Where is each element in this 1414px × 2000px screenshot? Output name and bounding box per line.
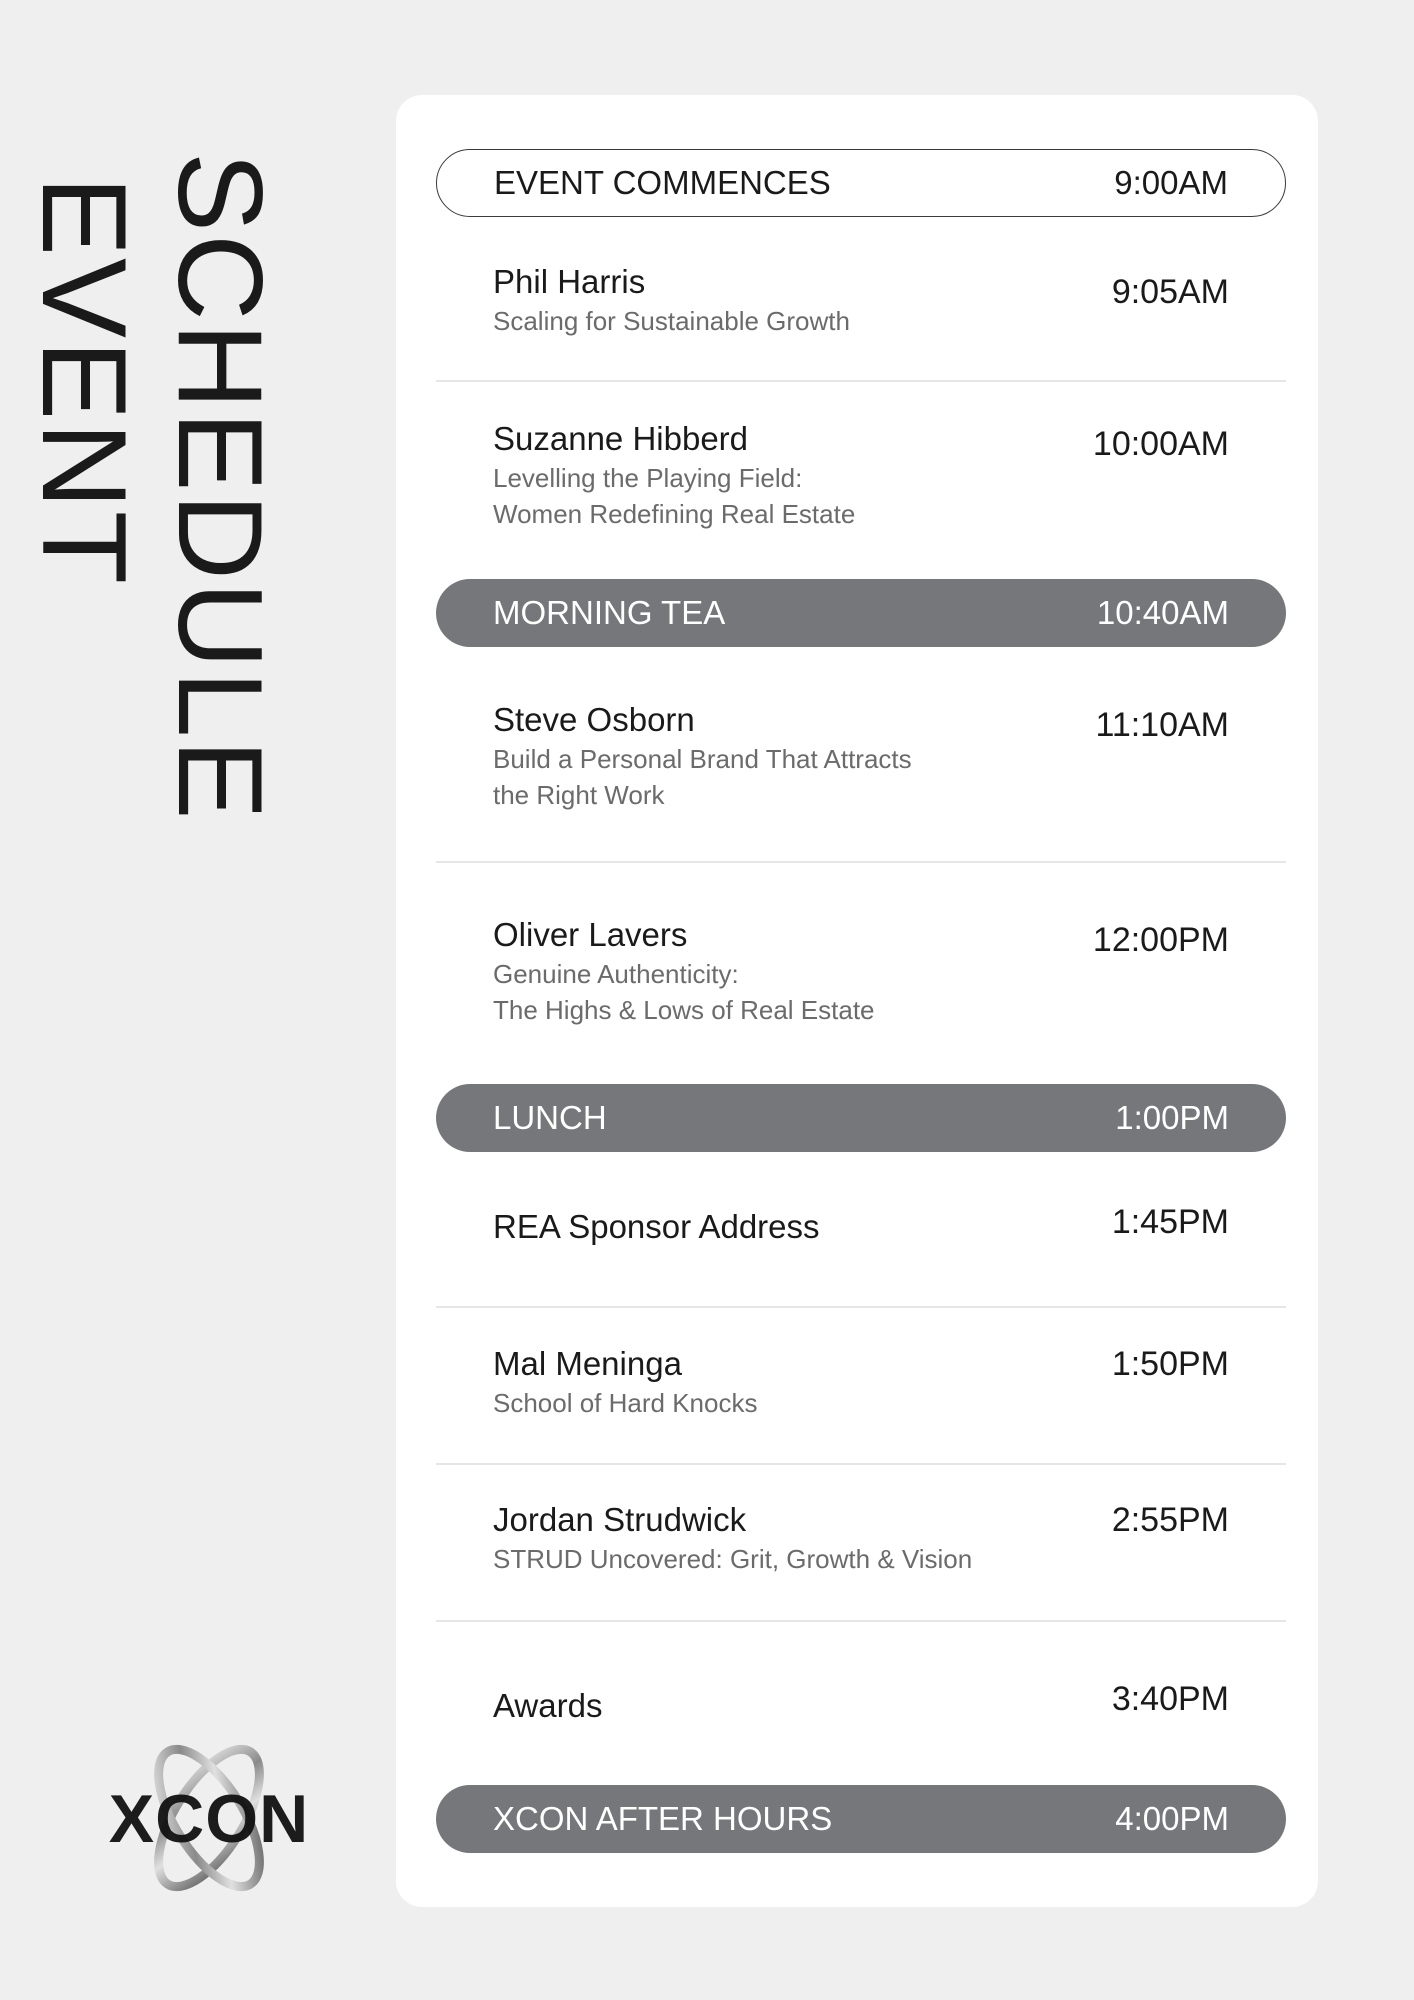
session-time: 1:45PM xyxy=(1111,1203,1229,1241)
session-mal-meninga xyxy=(436,1345,1286,1425)
session-topic: School of Hard Knocks xyxy=(493,1388,758,1418)
session-topic-line2: The Highs & Lows of Real Estate xyxy=(493,995,875,1025)
divider xyxy=(436,1620,1286,1622)
session-name: REA Sponsor Address xyxy=(493,1208,820,1245)
session-jordan-strudwick xyxy=(436,1501,1286,1581)
session-topic-line1: Levelling the Playing Field: xyxy=(493,463,803,493)
session-topic-line1: Build a Personal Brand That Attracts xyxy=(493,744,912,774)
divider xyxy=(436,1463,1286,1465)
speaker-name: Mal Meninga xyxy=(493,1345,682,1382)
morning-tea-label: MORNING TEA xyxy=(493,594,726,631)
session-time: 3:40PM xyxy=(1111,1680,1229,1718)
xcon-logo xyxy=(96,1740,322,1900)
event-commences-time: 9:00AM xyxy=(1114,164,1228,201)
speaker-name: Oliver Lavers xyxy=(493,916,688,953)
event-commences-pill xyxy=(436,149,1286,217)
schedule-card xyxy=(396,95,1318,1907)
session-oliver-lavers xyxy=(436,916,1286,1026)
morning-tea-time: 10:40AM xyxy=(1096,594,1229,631)
session-time: 11:10AM xyxy=(1095,706,1229,744)
speaker-name: Steve Osborn xyxy=(493,701,695,738)
session-time: 2:55PM xyxy=(1111,1501,1229,1539)
event-commences-label: EVENT COMMENCES xyxy=(494,164,831,201)
divider xyxy=(436,861,1286,863)
session-topic-line2: Women Redefining Real Estate xyxy=(493,499,856,529)
session-topic: STRUD Uncovered: Grit, Growth & Vision xyxy=(493,1544,973,1574)
speaker-name: Suzanne Hibberd xyxy=(493,420,749,457)
session-time: 12:00PM xyxy=(1092,921,1229,959)
lunch-label: LUNCH xyxy=(493,1099,607,1136)
speaker-name: Jordan Strudwick xyxy=(493,1501,747,1538)
after-hours-time: 4:00PM xyxy=(1115,1800,1229,1837)
session-time: 9:05AM xyxy=(1111,273,1229,311)
session-topic: Scaling for Sustainable Growth xyxy=(493,306,850,336)
divider xyxy=(436,380,1286,382)
morning-tea-pill xyxy=(436,579,1286,647)
divider xyxy=(436,1306,1286,1308)
after-hours-pill xyxy=(436,1785,1286,1853)
xcon-logo-text: XCON xyxy=(108,1781,310,1857)
session-phil-harris xyxy=(436,263,1286,373)
session-awards xyxy=(436,1680,1286,1737)
session-topic-line1: Genuine Authenticity: xyxy=(493,959,739,989)
session-suzanne-hibberd xyxy=(436,420,1286,530)
session-rea-sponsor xyxy=(436,1203,1286,1258)
title-event: EVENT xyxy=(17,176,151,587)
session-topic-line2: the Right Work xyxy=(493,780,665,810)
session-steve-osborn xyxy=(436,701,1286,821)
session-name: Awards xyxy=(493,1687,603,1724)
session-time: 10:00AM xyxy=(1092,425,1229,463)
session-time: 1:50PM xyxy=(1111,1345,1229,1383)
lunch-pill xyxy=(436,1084,1286,1152)
title-schedule: SCHEDULE xyxy=(153,152,287,822)
after-hours-label: XCON AFTER HOURS xyxy=(493,1800,833,1837)
lunch-time: 1:00PM xyxy=(1115,1099,1229,1136)
speaker-name: Phil Harris xyxy=(493,263,646,300)
